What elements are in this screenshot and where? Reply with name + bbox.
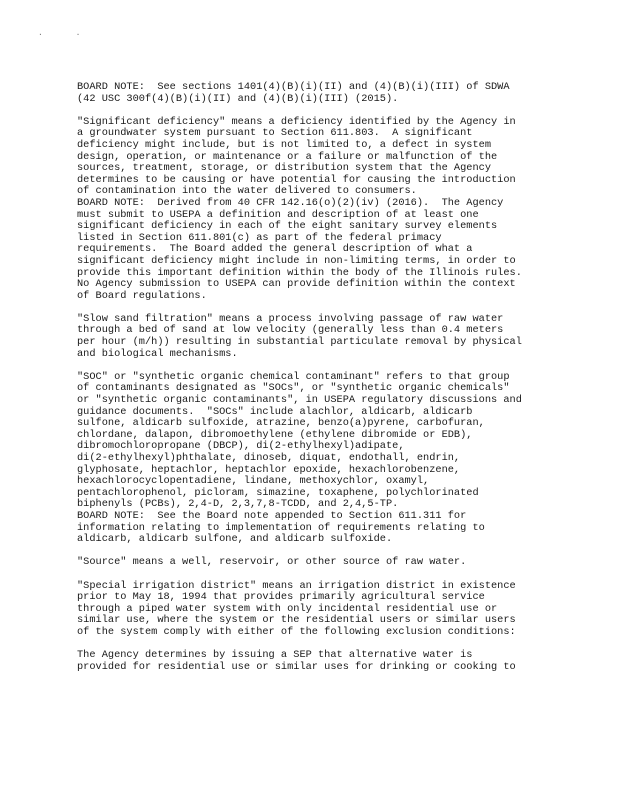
document-body <box>77 82 547 673</box>
paragraph-soc <box>77 372 547 511</box>
text-line: aldicarb, aldicarb sulfone, and aldicarb sulfoxide. <box>77 533 393 546</box>
paragraph-board-note-soc <box>77 511 547 546</box>
text-line: information relating to implementation of requirements relating to <box>77 521 485 534</box>
paragraph-special-irrigation-district <box>77 581 547 639</box>
text-line: sources, treatment, storage, or distribution system that the Agency <box>77 162 492 175</box>
text-line: (42 USC 300f(4)(B)(i)(II) and (4)(B)(i)(III) (2015). <box>77 92 399 105</box>
scan-specks: · · <box>38 30 95 39</box>
text-line: dibromochloropropane (DBCP), di(2-ethylhexyl)adipate, <box>77 440 405 453</box>
text-line: BOARD NOTE: Derived from 40 CFR 142.16(o)(2)(iv) (2016). The Agency <box>77 196 504 209</box>
text-line: "SOC" or "synthetic organic chemical contaminant" refers to that group <box>77 370 510 383</box>
text-line: hexachlorocyclopentadiene, lindane, methoxychlor, oxamyl, <box>77 475 430 488</box>
paragraph-board-note-significant-deficiency <box>77 198 547 302</box>
text-line: of Board regulations. <box>77 289 207 302</box>
text-line: a groundwater system pursuant to Section 611.803. A significant <box>77 127 473 140</box>
text-line: of contamination into the water delivered to consumers. <box>77 185 417 198</box>
text-line: "Significant deficiency" means a deficiency identified by the Agency in <box>77 115 516 128</box>
paragraph-source <box>77 557 547 569</box>
text-line: determines to be causing or have potential for causing the introduction <box>77 173 516 186</box>
text-line: design, operation, or maintenance or a failure or malfunction of the <box>77 150 498 163</box>
text-line: per hour (m/h)) resulting in substantial particulate removal by physical <box>77 336 522 349</box>
text-line: The Agency determines by issuing a SEP that alternative water is <box>77 649 473 662</box>
text-line: biphenyls (PCBs), 2,4-D, 2,3,7,8-TCDD, and 2,4,5-TP. <box>77 498 399 511</box>
text-line: glyphosate, heptachlor, heptachlor epoxide, hexachlorobenzene, <box>77 463 461 476</box>
text-line: through a bed of sand at low velocity (generally less than 0.4 meters <box>77 324 504 337</box>
text-line: BOARD NOTE: See sections 1401(4)(B)(i)(II) and (4)(B)(i)(III) of SDWA <box>77 81 510 93</box>
text-line: of contaminants designated as "SOCs", or "synthetic organic chemicals" <box>77 382 510 395</box>
paragraph-board-note-sdwa <box>77 82 547 105</box>
paragraph-agency-determines <box>77 650 547 673</box>
text-line: listed in Section 611.801(c) as part of the federal primacy <box>77 231 442 244</box>
text-line: or "synthetic organic contaminants", in USEPA regulatory discussions and <box>77 394 522 407</box>
text-line: "Slow sand filtration" means a process involving passage of raw water <box>77 312 504 325</box>
text-line: significant deficiency in each of the eight sanitary survey elements <box>77 220 498 233</box>
text-line: BOARD NOTE: See the Board note appended to Section 611.311 for <box>77 509 467 522</box>
text-line: provided for residential use or similar uses for drinking or cooking to <box>77 660 516 673</box>
text-line: provide this important definition within the body of the Illinois rules. <box>77 266 522 279</box>
text-line: chlordane, dalapon, dibromoethylene (ethylene dibromide or EDB), <box>77 428 473 441</box>
text-line: "Source" means a well, reservoir, or other source of raw water. <box>77 556 467 569</box>
paragraph-slow-sand-filtration <box>77 314 547 360</box>
text-line: guidance documents. "SOCs" include alachlor, aldicarb, aldicarb <box>77 405 473 418</box>
text-line: through a piped water system with only incidental residential use or <box>77 602 498 615</box>
text-line: prior to May 18, 1994 that provides primarily agricultural service <box>77 591 485 604</box>
text-line: of the system comply with either of the following exclusion conditions: <box>77 625 516 638</box>
text-line: and biological mechanisms. <box>77 347 238 360</box>
text-line: No Agency submission to USEPA can provide definition within the context <box>77 278 516 291</box>
paragraph-significant-deficiency <box>77 117 547 198</box>
text-line: must submit to USEPA a definition and description of at least one <box>77 208 479 221</box>
text-line: similar use, where the system or the residential users or similar users <box>77 614 516 627</box>
text-line: deficiency might include, but is not limited to, a defect in system <box>77 138 492 151</box>
text-line: di(2-ethylhexyl)phthalate, dinoseb, diquat, endothall, endrin, <box>77 452 461 464</box>
text-line: pentachlorophenol, picloram, simazine, toxaphene, polychlorinated <box>77 486 479 499</box>
text-line: significant deficiency might include in non-limiting terms, in order to <box>77 254 516 267</box>
text-line: requirements. The Board added the general description of what a <box>77 243 473 256</box>
text-line: sulfone, aldicarb sulfoxide, atrazine, benzo(a)pyrene, carbofuran, <box>77 417 485 430</box>
text-line: "Special irrigation district" means an irrigation district in existence <box>77 579 516 592</box>
